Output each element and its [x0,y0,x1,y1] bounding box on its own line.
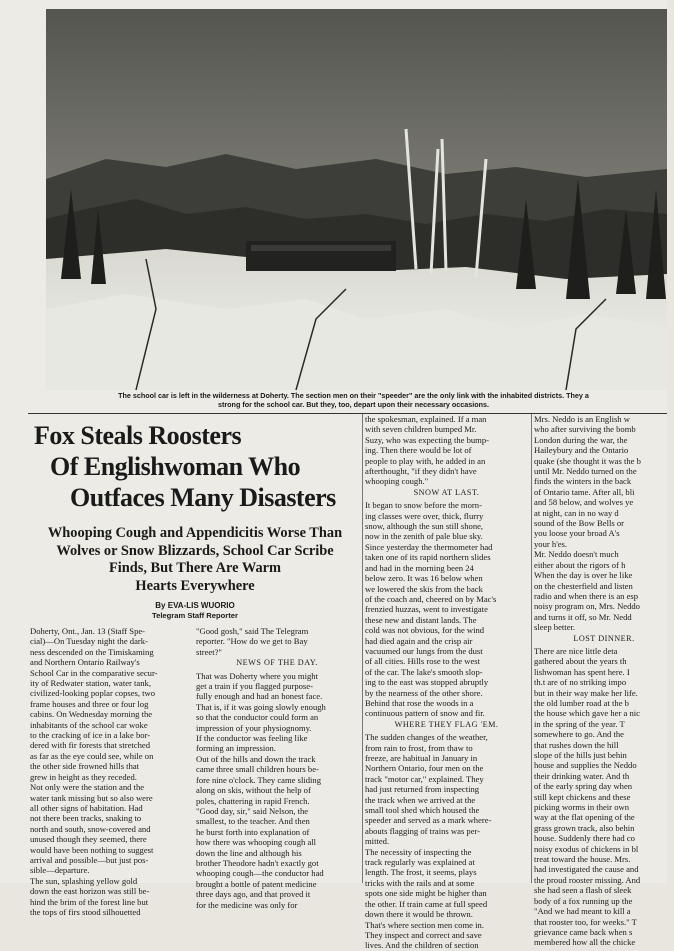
article-line: dered with fir forests that stretched [30,740,151,751]
article-line: on the chesterfield and listen [534,580,633,591]
article-line: noisy program on, Mrs. Neddo [534,601,640,612]
school-car-photo [46,9,667,390]
article-line: freeze, are habitual in January in [365,753,478,763]
headline [28,420,358,513]
article-line: and had in the morning been 24 [365,562,474,573]
article-line: either about the rigors of h [534,559,626,570]
article-line: as far as the eye could see, while on [30,750,154,761]
article-line: treat toward the house. Mrs. [534,854,631,865]
article-line: but in their way make her life. [534,687,638,698]
article-line: who after surviving the bomb [534,424,636,435]
article-line: It began to snow before the morn- [365,500,482,511]
article-line: quake (she thought it was the b [534,455,641,466]
article-line: Since yesterday the thermometer had [365,541,493,552]
photo-caption [40,391,667,409]
article-line: and 58 below, and wolves ye [534,497,634,508]
article-line: When the day is over he like [534,570,633,581]
article-line: "And we had meant to kill a [534,906,631,917]
article-line: by the nearness of the other shore. [365,687,483,698]
article-line: north and south, snow-covered and [30,823,151,834]
article-line: They inspect and correct and save [365,929,482,940]
article-line: Not only were the station and the [30,782,145,793]
article-line: grew in height as they receded. [30,771,137,782]
article-line: If the conductor was feeling like [196,733,308,744]
article-line: cial)—On Tuesday night the dark- [30,636,148,647]
section-subhead: SNOW AT LAST. [413,487,480,497]
article-line: The sudden changes of the weather, [365,732,488,743]
article-line: cabins. On Wednesday morning the [30,709,153,720]
article-line: London during the war, the [534,434,628,445]
article-line: of the car. The lake's smooth slop- [365,666,483,677]
article-line: mitted. [365,836,390,847]
article-line: so that the conductor could form an [196,712,319,723]
article-line: people to play with, he added in an [365,455,486,466]
article-line: ity of Redwater station, water tank, [30,678,151,689]
article-line: way at the flat opening of the [534,812,635,823]
article-line: their drinking water. And th [534,770,630,781]
article-line: Doherty, Ont., Jan. 13 (Staff Spe- [30,626,146,636]
article-line: unused though they seemed, there [30,834,147,845]
article-line: down there it would be thrown. [365,909,473,920]
article-line: snow, although the sun still shone, [365,521,484,532]
article-line: came three small children hours be- [196,764,319,775]
article-line: That was Doherty where you might [196,670,318,681]
deck-line-3: Finds, But There Are Warm [108,560,282,576]
article-line: below zero. It was 16 below when [365,573,483,584]
headline-line-2: Of Englishwoman Who [50,452,301,481]
deck-line-2: Wolves or Snow Blizzards, School Car Scribe [56,542,334,559]
article-line: of the early spring day when [534,781,633,792]
article-line: you loose your broad A's [534,528,620,539]
article-line: hind the brim of the forest line but [30,896,149,907]
article-line: The sun, splashing yellow gold [30,875,138,886]
article-line: Out of the hills and down the track [196,753,316,764]
article-column-3 [365,414,528,951]
deck-line-4: Hearts Everywhere [135,577,255,594]
article-line: Suzy, who was expecting the bump- [365,434,490,445]
byline [30,601,360,621]
article-line: had just returned from inspecting [365,784,480,795]
article-line: slope of the hills just behin [534,750,627,760]
article-line: we lowered the skis from the back [365,583,483,594]
article-line: sound of the Bow Bells or [534,518,624,529]
article-line: street?" [196,646,222,657]
article-line: to the cracking of ice in a lake bor- [30,730,151,741]
article-line: brought a bottle of patent medicine [196,878,317,889]
article-line: for the medicine was only for [196,899,298,910]
article-column-4 [534,414,674,948]
article-line: had died again and the crisp air [365,635,473,646]
deck-line-1: Whooping Cough and Appendicitis Worse Than [47,525,343,541]
article-line: There are nice little deta [534,645,618,656]
article-line: length. The frost, it seems, plays [365,867,477,878]
byline-credit: Telegram Staff Reporter [152,611,238,620]
article-line: small tool shed which housed the [365,805,480,816]
article-column-2 [196,626,358,910]
article-line: at night, can in no way d [534,507,619,518]
article-line: along on skis, without the help of [196,785,311,796]
article-line: that rushes down the hill [534,739,619,750]
article-line: with seven children bumped Mr. [365,424,477,435]
article-line: fully enough and had an honest face. [196,691,323,702]
column-rule [362,414,363,883]
article-line: down the east horizon was still be- [30,886,150,897]
headline-line-1: Fox Steals Roosters [34,421,242,450]
article-line: three days ago, and that proved it [196,889,311,900]
article-line: from rain to frost, from thaw to [365,742,473,753]
article-line: the old lumber road at the b [534,697,629,708]
caption-line-2: strong for the school car. But they, too, depart upon their necessary occasions. [217,400,490,409]
article-line: the house which gave her a nic [534,708,640,719]
headline-line-3: Outfaces Many Disasters [70,483,336,512]
article-line: not there been tracks, snaking to [30,813,142,824]
section-subhead: NEWS OF THE DAY. [236,658,318,668]
article-line: lishwoman has spent here. I [534,666,630,677]
column-rule [531,414,532,883]
article-line: track "motor car," explained. They [365,773,484,784]
article-line: until Mr. Neddo turned on the [534,466,637,477]
article-line: the spokesman, explained. If a man [365,414,487,424]
article-line: fore nine o'clock. They came sliding [196,774,322,785]
article-line: still kept chickens and these [534,791,631,802]
article-line: in the spring of the year. T [534,718,625,729]
article-line: "Good gosh," said The Telegram [196,626,309,636]
article-line: ing classes were over, thick, flurry [365,510,484,521]
article-line: these new and distant lands. The [365,614,477,625]
article-line: get a train if you flagged purpose- [196,681,313,692]
article-line: That is, if it was going slowly enough [196,701,326,712]
article-line: Haileybury and the Ontario [534,445,629,456]
article-line: whooping cough—the conductor had [196,868,324,879]
article-line: gathered about the years th [534,656,627,667]
section-subhead: LOST DINNER. [573,633,635,643]
article-line: the proud rooster missing. And [534,874,641,885]
article-line: impression of your physiognomy. [196,722,312,733]
article-line: lives. And the children of section [365,940,479,951]
article-line: of the coach and, cheered on by Mac's [365,593,497,604]
article-line: forming an impression. [196,743,276,754]
article-line: house. Suddenly there had co [534,833,635,844]
article-line: ing to the east was stopped abruptly [365,677,489,688]
article-line: down the line and although his [196,847,302,858]
article-line: frame houses and three or four log [30,698,149,709]
article-line: whooping cough." [365,476,429,487]
article-line: somewhere to go. And the [534,729,624,740]
article-line: the tops of firs stood silhouetted [30,906,141,917]
article-line: taken one of its rapid northern slides [365,552,491,563]
article-line: the other side frowned hills that [30,761,140,772]
article-line: inhabitants of the school car woke [30,719,148,730]
article-line: speeder and served as a mark where- [365,815,492,826]
article-line: that rooster too, for weeks." T [534,916,637,927]
article-line: continuous pattern of snow and fir. [365,708,485,719]
article-line: smallest, to the teacher. And then [196,816,310,827]
section-subhead: WHERE THEY FLAG 'EM. [394,719,499,729]
article-line: your h'es. [534,538,568,549]
article-line: "Good day, sir," said Nelson, the [196,805,309,816]
article-line: membered how all the chicke [534,937,636,948]
article-line: ness descended on the Timiskaming [30,646,154,657]
article-line: The necessity of inspecting the [365,846,472,857]
article-line: ing. Then there would be lot of [365,445,472,456]
article-line: That's where section men come in. [365,919,484,930]
article-line: Behind that rose the woods in a [365,697,474,708]
article-line: house and supplies the Neddo [534,760,637,771]
article-line: water tank missing but so also were [30,792,153,803]
article-line: tricks with the rails and at some [365,877,475,888]
article-line: sleep better. [534,622,576,633]
article-line: and Northern Ontario Railway's [30,657,140,668]
article-line: brother Theodore hadn't exactly got [196,857,319,868]
article-line: of all cities. Hills rose to the west [365,656,481,667]
article-line: vacuumed our lungs from the dust [365,645,483,656]
article-line: frenzied huzzas, went to investigate [365,604,488,615]
article-line: she had seen a flash of sleek [534,885,632,896]
article-line: th.t are of no striking impo [534,677,627,688]
article-line: cold was not obvious, for the wind [365,625,485,636]
article-line: the other. If train came at full speed [365,898,488,909]
article-line: picking worms in their own [534,802,629,813]
article-line: abouts flagging of trains was per- [365,825,481,836]
article-line: he burst forth into explanation of [196,826,310,837]
subheadline [30,525,360,595]
article-line: grass grown track, also behin [534,822,635,833]
caption-line-1: The school car is left in the wilderness at Doherty. The section men on their "speeder" are the only link with the inhabited districts. They a [118,391,589,400]
article-line: finds the winters in the back [534,476,632,487]
article-line: reporter. "How do we get to Bay [196,636,308,647]
article-line: how there was whooping cough all [196,837,317,848]
article-line: of Ontario tame. After all, bli [534,486,635,497]
article-line: Mr. Neddo doesn't much [534,549,619,560]
article-line: Mrs. Neddo is an English w [534,414,630,424]
article-line: radio and when there is an esp [534,590,639,601]
article-line: Northern Ontario, four men on the [365,763,484,774]
article-line: had investigated the cause and [534,864,639,875]
article-line: afterthought, "if they didn't have [365,466,477,477]
article-line: body of a fox running up the [534,895,633,906]
article-line: School Car in the comparative secur- [30,667,158,678]
byline-author: By EVA-LIS WUORIO [155,601,235,610]
article-line: civilized-looking poplar copses, two [30,688,156,699]
article-line: grievance came back when s [534,926,633,937]
article-line: would have been nothing to suggest [30,844,154,855]
landscape-photo-icon [46,9,667,390]
article-line: and turns it off, so Mr. Nedd [534,611,632,622]
article-line: now in the zenith of pale blue sky. [365,531,483,542]
article-line: sible—departure. [30,865,90,876]
article-line: all other signs of habitation. Had [30,802,143,813]
article-line: the track when we arrived at the [365,794,476,805]
article-line: track regularly was explained at [365,857,475,868]
article-line: noisy exodus of chickens in bl [534,843,639,854]
article-column-1 [30,626,190,917]
article-line: spots one side might be higher than [365,888,487,899]
article-line: arrival and possible—but just pos- [30,854,149,865]
article-line: poles, chattering in rapid French. [196,795,310,806]
